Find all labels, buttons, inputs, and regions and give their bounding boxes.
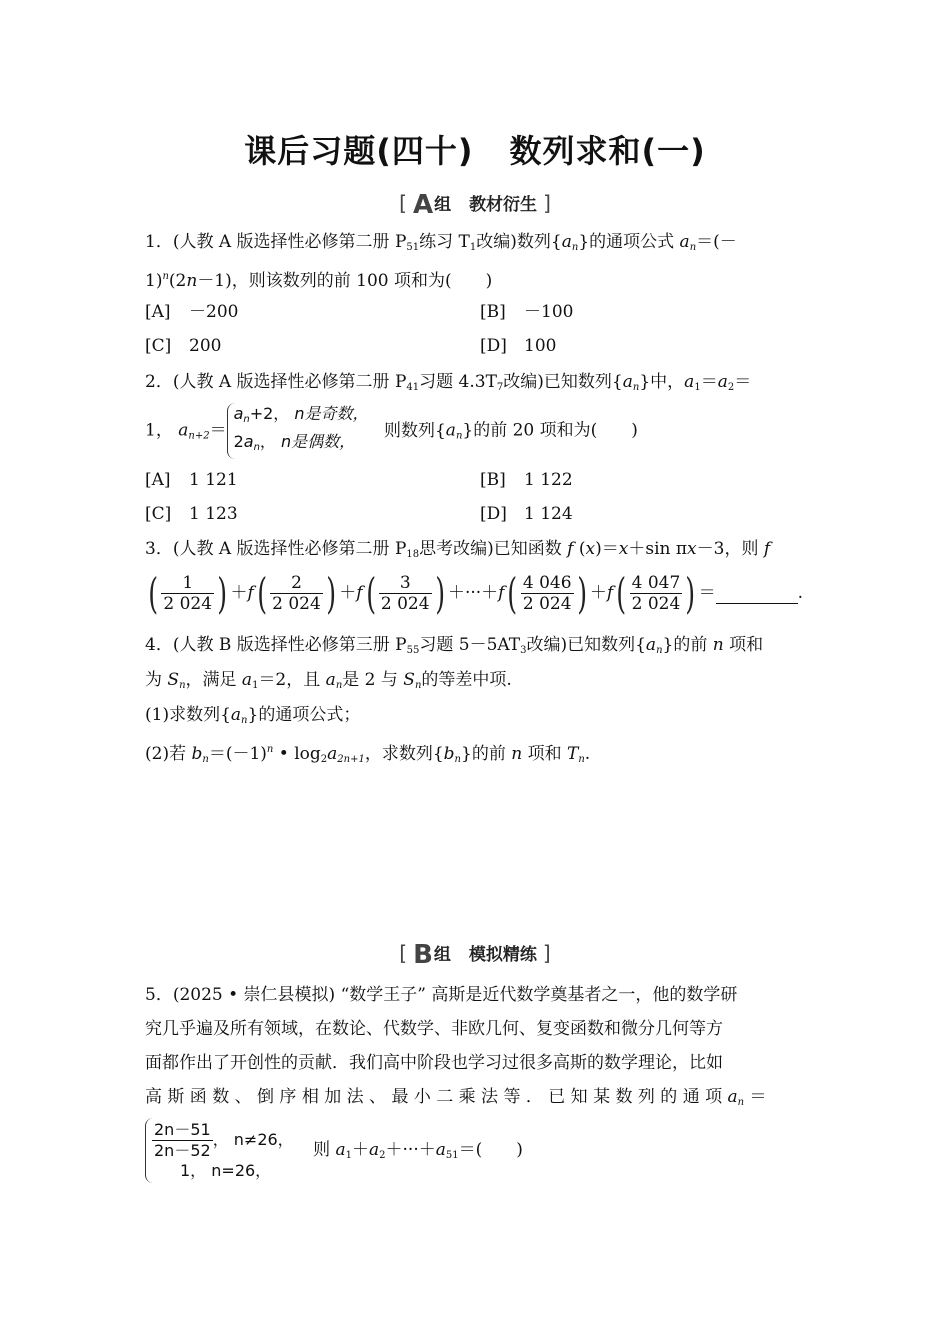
var-n: n: [737, 1097, 745, 1108]
group-a-zu: 组: [434, 195, 452, 215]
var-S: S: [167, 670, 180, 690]
q2-source-end: 改编): [503, 372, 544, 392]
frac-num: 2: [270, 573, 323, 594]
var-n: n: [186, 271, 198, 291]
q1-line2-c: －1)，则该数列的前 100 项和为( ): [197, 271, 493, 291]
group-a-name: 教材衍生: [469, 195, 538, 215]
var-a: a: [325, 670, 336, 690]
q5-line5: $\frac{2n-51}{2n-52}$ ， n≠26， 1， n=26， 则 $a_1+a_2+\cdot\cdot\cdot+a_{51}=$( ): [145, 1115, 523, 1191]
var-f: f: [247, 583, 254, 603]
var-n: n: [241, 715, 248, 726]
q4-part2-c: • log: [273, 744, 321, 764]
q2-option-c[interactable]: [145, 502, 238, 526]
option-tag: [D]: [480, 336, 507, 356]
sub-51: 51: [445, 1150, 459, 1161]
q1-stem-b: }的通项公式: [578, 232, 680, 252]
q2-stem-a: 已知数列{: [543, 372, 623, 392]
q2-stem-d: ＝: [734, 372, 752, 392]
option-value: 1 121: [189, 470, 238, 490]
var-a: a: [445, 420, 456, 441]
q1-option-a[interactable]: [145, 300, 238, 324]
q2-eq: ＝: [209, 420, 227, 441]
option-value: 1 123: [189, 504, 238, 524]
q5-line4-text: 高 斯 函 数 、 倒 序 相 加 法 、 最 小 二 乘 法 等 ． 已 知 某 数 列 的 通 项: [145, 1087, 728, 1107]
q4-part2-f: 项和: [522, 744, 567, 764]
q4-part2-b: ＝(－1): [208, 744, 267, 764]
q2-end-a: 则数列{: [383, 420, 446, 441]
q5-line3-text: 面都作出了开创性的贡献．我们高中阶段也学习过很多高斯的数学理论，比如: [145, 1053, 723, 1073]
q1-line2-b: (2: [168, 271, 187, 291]
q2-line2-start: 1，: [145, 420, 173, 441]
q2-piecewise: [227, 403, 369, 459]
option-tag: [D]: [480, 504, 507, 524]
q2-line1: 2．(人教 A 版选择性必修第二册 $P_{41}$习题 $4.3T_7$改编)已知数列$\{a_n\}$中，$a_1=a_2=$: [145, 372, 752, 393]
option-tag: [A]: [145, 302, 171, 322]
var-a: a: [241, 670, 253, 690]
frac-num: 3: [379, 573, 432, 594]
option-tag: [A]: [145, 470, 171, 490]
var-f: f: [356, 583, 363, 603]
q1-line2-a: 1): [145, 271, 163, 291]
option-tag: [C]: [145, 336, 172, 356]
bracket-open: [: [399, 191, 407, 215]
q4-part2-g: .: [584, 744, 591, 764]
q2-source: (人教 A 版选择性必修第二册 P: [172, 372, 407, 392]
q2-stem-c: ＝: [700, 372, 718, 392]
var-a: a: [684, 372, 695, 392]
var-a: a: [230, 705, 242, 725]
var-n: n: [571, 242, 579, 253]
period: .: [797, 583, 804, 603]
group-a-header: [0, 190, 950, 220]
var-n: n: [712, 635, 724, 655]
var-f: f: [763, 539, 771, 559]
q3-stem-c: )＝: [595, 539, 619, 559]
q1-option-b[interactable]: [480, 300, 573, 324]
q2-stem-b: }中，: [639, 372, 685, 392]
group-b-name: 模拟精练: [468, 945, 537, 965]
frac-num: 4 046: [522, 573, 572, 593]
var-n: n: [455, 430, 463, 442]
q2-source-mid: 习题 4.3T: [419, 372, 497, 392]
q1-option-d[interactable]: [480, 334, 556, 358]
q1-source-sub2: 1: [469, 242, 477, 253]
log-base: 2: [320, 754, 328, 765]
q4-number: 4．: [145, 635, 173, 655]
var-n: n: [511, 744, 523, 764]
var-n: n: [656, 645, 663, 656]
q4-part1-a: (1)求数列{: [145, 705, 231, 725]
q2-number: 2．: [145, 372, 173, 392]
var-a: a: [645, 635, 657, 655]
q2-case1-b: +2，: [249, 404, 290, 423]
group-b-letter-icon: B: [413, 940, 432, 970]
q4-sub-2n1: 2n+1: [337, 754, 365, 765]
group-b-header: [0, 940, 950, 970]
q3-number: 3．: [145, 539, 173, 559]
q4-source-mid: 习题 5－5AT: [419, 635, 521, 655]
q4-part2-e: }的前: [461, 744, 512, 764]
q5-line1: [145, 983, 737, 1007]
title-right: 数列求和(一): [509, 132, 706, 170]
q1-stem-a: 数列{: [516, 232, 562, 252]
q4-part2: [145, 738, 590, 772]
q1-stem-c: ＝(－: [696, 232, 737, 252]
ellipsis: ＋···＋: [447, 583, 499, 603]
var-n: n: [689, 242, 697, 253]
var-f: f: [606, 583, 614, 603]
q5-number: 5．: [145, 985, 173, 1005]
equals: ＝: [698, 583, 716, 603]
sub-1: 1: [345, 1150, 353, 1161]
q5-case2: 1， n=26，: [180, 1161, 272, 1180]
q3-frac-3: [379, 573, 432, 614]
q1-source-sub: 51: [406, 242, 420, 253]
option-value: 1 124: [524, 504, 573, 524]
q5-line4-eq: ＝: [744, 1087, 767, 1107]
q3-frac-5: [630, 573, 683, 614]
q1-source: (人教 A 版选择性必修第二册 P: [172, 232, 407, 252]
q2-option-a[interactable]: [145, 468, 238, 492]
q3-line1: [145, 537, 770, 567]
var-x: x: [585, 539, 596, 559]
frac-num: 1: [161, 573, 214, 594]
q4-part1-b: }的通项公式；: [247, 705, 361, 725]
q5-piecewise: [145, 1118, 294, 1183]
q5-line4: [145, 1085, 767, 1115]
q2-sub-n2: n+2: [188, 430, 210, 442]
q5-line3: [145, 1051, 723, 1075]
q1-option-c[interactable]: [145, 334, 221, 358]
var-a: a: [178, 420, 189, 441]
var-n: n: [162, 271, 169, 282]
var-f: f: [567, 539, 574, 559]
q4-line2-a: 为: [145, 670, 168, 690]
q3-frac-2: [270, 573, 323, 614]
q4-part2-d: ，求数列{: [364, 744, 444, 764]
frac-num: 2n－51: [154, 1120, 211, 1139]
q5-line1-text: (2025 • 崇仁县模拟) “数学王子” 高斯是近代数学奠基者之一，他的数学研: [172, 985, 738, 1005]
q1-line2: [145, 265, 492, 293]
q1-source-end: 改编): [476, 232, 517, 252]
q2-end-b: }的前 20 项和为( ): [462, 420, 638, 441]
option-tag: [C]: [145, 504, 172, 524]
q5-line2: [145, 1017, 723, 1041]
group-b-zu: 组: [433, 945, 451, 965]
q4-stem-b: }的前: [662, 635, 713, 655]
q3-frac-1: [161, 573, 214, 614]
frac-num: 4 047: [631, 573, 681, 593]
q2-case2-cond: n是偶数，: [281, 432, 356, 451]
q3-source-end: 思考改编): [419, 539, 494, 559]
q4-line2-b: ，满足: [185, 670, 242, 690]
var-T: T: [567, 744, 579, 764]
page-title: [0, 126, 950, 172]
q1-line1: [145, 230, 737, 260]
frac-den: 2 024: [272, 594, 321, 614]
plus: ＋: [589, 583, 607, 603]
q2-option-d[interactable]: [480, 502, 573, 526]
q5-tail-end: ＝( ): [458, 1140, 523, 1160]
plus: ＋: [352, 1140, 370, 1160]
var-b: b: [191, 744, 203, 764]
q3-stem-a: 已知函数: [493, 539, 568, 559]
q4-source-sub: 55: [406, 645, 420, 656]
var-n: n: [335, 680, 343, 691]
q4-line2: 为 $S_n$，满足 $a_1=2$，且 $a_n$是 2 与 $S_n$的等差中项.: [145, 670, 512, 691]
q4-source: (人教 B 版选择性必修第三册 P: [172, 635, 407, 655]
q2-case1-cond: n是奇数，: [294, 404, 369, 423]
var-n: n: [578, 754, 585, 765]
q4-line1: [145, 633, 763, 663]
var-a: a: [327, 744, 338, 764]
var-a: a: [679, 232, 690, 252]
frac-den: 2 024: [163, 594, 213, 614]
var-f: f: [498, 583, 505, 603]
q4-line2-e: 的等差中项.: [421, 670, 512, 690]
var-n: n: [266, 744, 274, 755]
frac-den: 2 024: [522, 594, 572, 614]
var-n: n: [202, 754, 209, 765]
var-n: n: [454, 754, 461, 765]
q5-case1-cond: ， n≠26，: [212, 1130, 294, 1149]
option-value: －200: [189, 302, 239, 322]
q4-source-sub2: 3: [520, 645, 527, 656]
q1-source-mid: 练习 T: [419, 232, 470, 252]
var-x: x: [618, 539, 629, 559]
q4-stem-a: 已知数列{: [567, 635, 646, 655]
q3-line2: ( $\frac{1}{2 024}$ ) ＋f( $\frac{2}{2 024}$ ) ＋f( $\frac{3}{2 024}$ ) ＋···＋f( $\frac{4 046}{2 024}$ ) ＋f( $\frac{4 047}{2 024}$ ) ＝ .: [148, 568, 804, 618]
q4-part1: [145, 703, 360, 733]
var-a: a: [233, 404, 244, 423]
option-tag: [B]: [480, 302, 506, 322]
q5-line2-text: 究几乎遍及所有领域，在数论、代数学、非欧几何、复变函数和微分几何等方: [145, 1019, 723, 1039]
q4-line2-d: 是 2 与: [342, 670, 404, 690]
q3-source: (人教 A 版选择性必修第二册 P: [172, 539, 407, 559]
q3-stem-d: ＋sin π: [628, 539, 688, 559]
var-S: S: [403, 670, 415, 690]
q2-source-sub: 41: [406, 382, 420, 393]
frac-den: 2 024: [380, 594, 430, 614]
q2-line2: [145, 403, 638, 463]
q2-case2-a: 2: [233, 432, 244, 451]
sub-2: 2: [379, 1150, 386, 1161]
q2-case2-b: ，: [259, 432, 276, 451]
q2-case1: $a_n+2$， n是奇数，: [233, 404, 369, 425]
q2-source-sub2: 7: [496, 382, 504, 393]
group-a-letter-icon: A: [412, 190, 433, 220]
q3-stem-b: (: [573, 539, 586, 559]
q4-source-end: 改编): [526, 635, 568, 655]
var-a: a: [727, 1087, 738, 1107]
var-a: a: [561, 232, 572, 252]
var-a: a: [717, 372, 728, 392]
q5-case1: [152, 1120, 294, 1161]
q3-frac-4: [521, 573, 574, 614]
option-value: 200: [189, 336, 222, 356]
q3-stem-e: －3，则: [696, 539, 764, 559]
ellipsis: ＋···＋: [385, 1140, 436, 1160]
var-b: b: [443, 744, 455, 764]
plus: ＋: [230, 583, 248, 603]
frac-den: 2n－52: [154, 1141, 211, 1160]
option-value: 1 122: [524, 470, 573, 490]
q4-line2-c: ＝2，且: [258, 670, 326, 690]
bracket-close: ]: [542, 941, 551, 965]
var-n: n: [632, 382, 640, 393]
var-n: n: [179, 680, 186, 691]
q4-stem-c: 项和: [723, 635, 764, 655]
q4-part2-a: (2)若: [145, 744, 192, 764]
option-tag: [B]: [480, 470, 506, 490]
option-value: －100: [524, 302, 574, 322]
var-n: n: [414, 680, 422, 691]
title-left: 课后习题(四十): [244, 132, 474, 170]
frac-den: 2 024: [631, 594, 681, 614]
q2-option-b[interactable]: [480, 468, 573, 492]
q3-answer-blank[interactable]: [716, 583, 798, 604]
q1-number: 1．: [145, 232, 173, 252]
q2-case2: $2a_n$， n是偶数，: [233, 432, 356, 453]
var-x: x: [687, 539, 697, 559]
var-a: a: [622, 372, 633, 392]
plus: ＋: [339, 583, 357, 603]
q3-source-sub: 18: [406, 549, 420, 560]
option-value: 100: [524, 336, 557, 356]
q5-tail-a: 则: [313, 1140, 336, 1160]
bracket-open: [: [399, 941, 408, 965]
bracket-close: ]: [543, 191, 551, 215]
